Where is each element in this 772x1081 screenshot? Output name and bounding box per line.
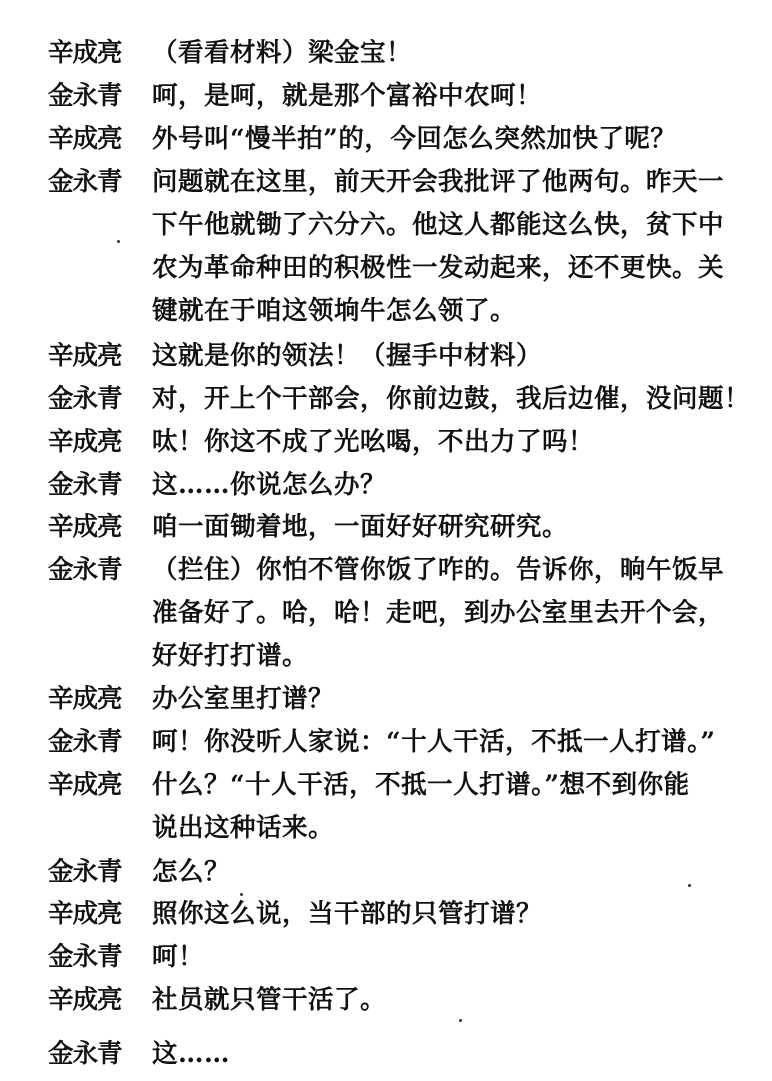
print-speck [240,893,243,896]
dialogue-text: 照你这么说，当干部的只管打谱？ [152,899,543,929]
dialogue-line [48,852,748,892]
speaker-name: 辛成亮 [48,770,122,800]
dialogue-line [48,679,748,719]
speaker-name: 金永青 [48,1039,122,1069]
dialogue-continuation [48,205,748,245]
speaker-name: 金永青 [48,167,122,197]
dialogue-line [48,507,748,547]
dialogue-text: 呵！ [152,942,205,972]
dialogue-text: 键就在于咱这领垧牛怎么领了。 [152,296,517,326]
dialogue-text: 下午他就锄了六分六。他这人都能这么快，贫下中 [152,210,725,240]
dialogue-text: 办公室里打谱？ [152,684,335,714]
dialogue-continuation [48,636,748,676]
dialogue-line [48,980,748,1020]
dialogue-text: 这…… [152,1039,231,1069]
speaker-name: 金永青 [48,81,122,111]
dialogue-text: 这……你说怎么办？ [152,470,387,500]
dialogue-line [48,422,748,462]
dialogue-line [48,722,748,762]
dialogue-text: 呔！你这不成了光吆喝，不出力了吗！ [152,427,595,457]
dialogue-line [48,76,748,116]
dialogue-text: 外号叫“慢半拍”的，今回怎么突然加快了呢？ [152,124,677,154]
dialogue-line [48,379,751,419]
speaker-name: 辛成亮 [48,124,122,154]
dialogue-continuation [48,808,748,848]
dialogue-line [48,937,748,977]
speaker-name: 辛成亮 [48,985,122,1015]
speaker-name: 金永青 [48,555,122,585]
dialogue-text: （看看材料）梁金宝！ [152,38,413,68]
speaker-name: 辛成亮 [48,512,122,542]
dialogue-text: （拦住）你怕不管你饭了咋的。告诉你，晌午饭早 [152,555,725,585]
speaker-name: 金永青 [48,470,122,500]
print-speck [688,884,691,887]
speaker-name: 金永青 [48,857,122,887]
speaker-name: 金永青 [48,942,122,972]
dialogue-continuation [48,248,748,288]
dialogue-text: 社员就只管干活了。 [152,985,387,1015]
dialogue-text: 什么？“十人干活，不抵一人打谱。”想不到你能 [152,770,690,800]
dialogue-line-cut-off [48,1026,748,1069]
dialogue-line [48,550,748,590]
dialogue-text: 准备好了。哈，哈！走吧，到办公室里去开个会， [152,598,725,628]
speaker-name: 辛成亮 [48,341,122,371]
dialogue-line [48,894,748,934]
dialogue-text: 怎么？ [152,857,231,887]
speaker-name: 辛成亮 [48,684,122,714]
dialogue-line [48,465,748,505]
print-speck [459,1019,462,1022]
dialogue-line [48,162,748,202]
dialogue-line [48,765,748,805]
dialogue-text: 呵！你没听人家说：“十人干活，不抵一人打谱。” [152,727,716,757]
dialogue-continuation [48,291,748,331]
dialogue-continuation [48,593,748,633]
print-speck [117,240,120,243]
speaker-name: 金永青 [48,384,122,414]
speaker-name: 辛成亮 [48,899,122,929]
dialogue-line [48,119,748,159]
dialogue-text: 说出这种话来。 [152,813,335,843]
dialogue-text: 咱一面锄着地，一面好好研究研究。 [152,512,569,542]
dialogue-text: 呵，是呵，就是那个富裕中农呵！ [152,81,543,111]
dialogue-line [48,336,748,376]
speaker-name: 金永青 [48,727,122,757]
speaker-name: 辛成亮 [48,38,122,68]
speaker-name: 辛成亮 [48,427,122,457]
dialogue-text: 问题就在这里，前天开会我批评了他两句。昨天一 [152,167,725,197]
dialogue-text: 这就是你的领法！（握手中材料） [152,341,543,371]
dialogue-line [48,33,748,73]
dialogue-text: 好好打打谱。 [152,641,309,671]
dialogue-text: 对，开上个干部会，你前边鼓，我后边催，没问题！ [152,384,751,414]
dialogue-text: 农为革命种田的积极性一发动起来，还不更快。关 [152,253,725,283]
